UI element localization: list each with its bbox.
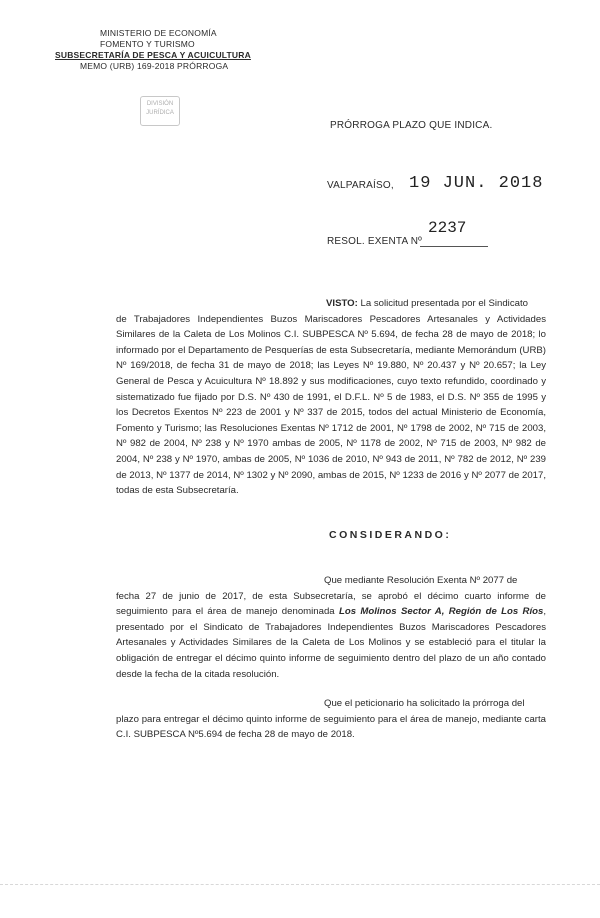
visto-body: de Trabajadores Independientes Buzos Mariscadores Pescadores Artesanales y Actividades Similares de la Caleta de Los Molinos C.I. SUBPESCA Nº 5.694, de fecha 28 de mayo de 2018; lo informado por el Departamento de Pesquerías de esta Subsecretaría, mediante Memorándum (URB) Nº 169/2018, de fecha 31 de mayo de 2018; las Leyes Nº 19.880, Nº 20.437 y Nº 20.657; la Ley General de Pesca y Acuicultura Nº 18.892 y sus modificaciones, cuyo texto refundido, coordinado y sistematizado fue fijado por D.S. Nº 430 de 1991, el D.F.L. Nº 5 de 1983, el D.S. Nº 355 de 1995 y los Decretos Exentos Nº 223 de 2001 y Nº 337 de 2015, todos del actual Ministerio de Economía, Fomento y Turismo; las Resoluciones Exentas Nº 1712 de 2001, Nº 1798 de 2002, Nº 715 de 2003, Nº 982 de 2004, Nº 238 y Nº 1970 ambas de 2005, Nº 1178 de 2002, Nº 715 de 2003, Nº 982 de 2004, Nº 238 y Nº 1970, ambas de 2005, Nº 1036 de 2010, Nº 943 de 2011, Nº 782 de 2012, Nº 239 de 2013, Nº 1377 de 2014, Nº 1302 y Nº 2090, ambas de 2015, Nº 1233 de 2016 y Nº 2077 de 2017, todas de esta Subsecretaría.: [116, 313, 546, 497]
stamp-line-2: JURÍDICA: [146, 110, 174, 116]
division-stamp: [140, 96, 180, 126]
area-name: Los Molinos Sector A, Región de Los Ríos: [338, 606, 544, 618]
memo-reference: MEMO (URB) 169-2018 PRÓRROGA: [80, 61, 229, 71]
stamp-line-1: DIVISIÓN: [146, 101, 174, 107]
scan-edge-divider: [0, 884, 600, 885]
considerando-1-body: [116, 589, 546, 683]
considerando-2-first-line: Que el peticionario ha solicitado la prórroga del: [324, 698, 525, 709]
considerando-paragraph-1: [116, 573, 546, 682]
visto-label: VISTO:: [326, 298, 358, 309]
visto-first-line: La solicitud presentada por el Sindicato: [360, 298, 528, 309]
ministry-name: MINISTERIO DE ECONOMÍA: [100, 28, 217, 38]
resolution-label: RESOL. EXENTA Nº: [327, 236, 423, 247]
ministry-subname: FOMENTO Y TURISMO: [100, 39, 195, 49]
place-label: VALPARAÍSO,: [327, 180, 394, 191]
considerando-1-first-line: Que mediante Resolución Exenta Nº 2077 de: [324, 575, 518, 586]
considerando-heading: CONSIDERANDO:: [329, 529, 452, 541]
considerando-1-text-b: , presentado por el Sindicato de Trabajadores Independientes Buzos Mariscadores Pescadores Artesanales y Actividades Similares de la Caleta de Los Molinos y se estableció para el titular la obligación de entregar el décimo quinto informe de seguimiento dentro del plazo de un año contado desde la fecha de la citada resolución.: [116, 606, 546, 680]
visto-section: [116, 296, 546, 499]
considerando-2-body: plazo para entregar el décimo quinto informe de seguimiento para el área de manejo, mediante carta C.I. SUBPESCA Nº5.694 de fecha 28 de mayo de 2018.: [116, 713, 546, 741]
considerando-1-text-a: fecha 27 de junio de 2017, de esta Subsecretaría, se aprobó el décimo cuarto informe de seguimiento para el área de manejo denominada: [116, 590, 546, 618]
resolution-number: 2237: [428, 219, 467, 237]
document-subject: PRÓRROGA PLAZO QUE INDICA.: [330, 120, 493, 131]
date-stamp: 19 JUN. 2018: [409, 174, 544, 193]
subsecretaria-name: SUBSECRETARÍA DE PESCA Y ACUICULTURA: [55, 50, 251, 60]
considerando-paragraph-2: [116, 696, 546, 743]
ministry-header: [55, 28, 251, 72]
